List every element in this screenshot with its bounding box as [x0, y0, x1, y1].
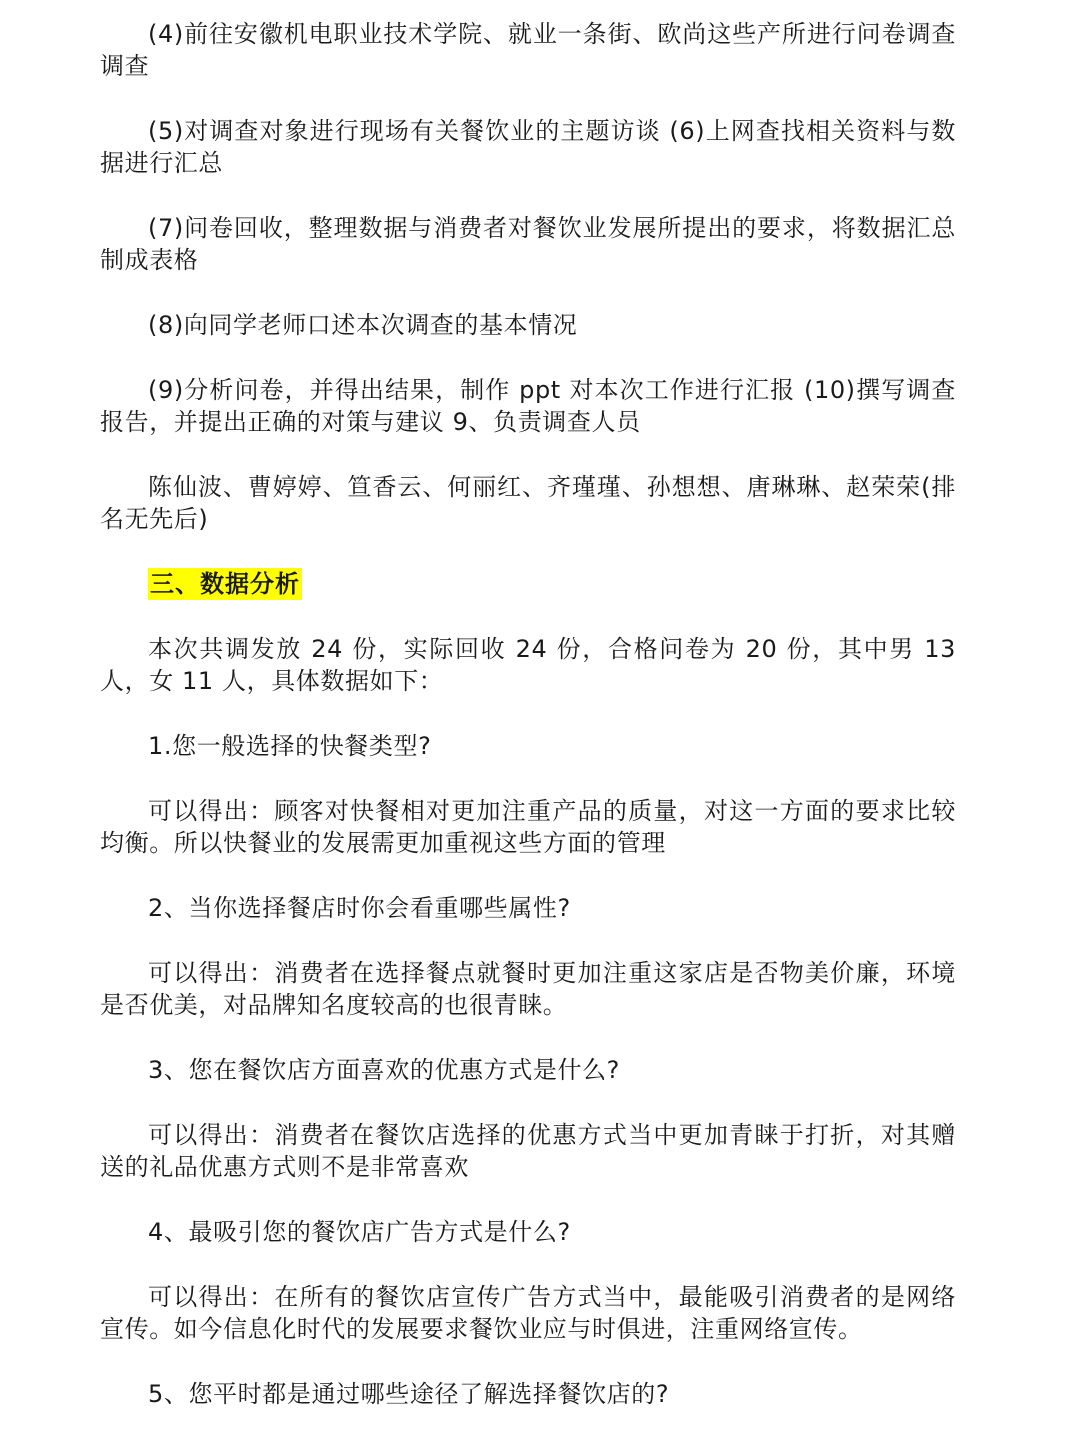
paragraph-step-5-6: (5)对调查对象进行现场有关餐饮业的主题访谈 (6)上网查找相关资料与数据进行汇总	[100, 117, 956, 177]
paragraph-step-7: (7)问卷回收，整理数据与消费者对餐饮业发展所提出的要求，将数据汇总制成表格	[100, 214, 956, 274]
question-5: 5、您平时都是通过哪些途径了解选择餐饮店的?	[148, 1380, 670, 1408]
paragraph-step-8: (8)向同学老师口述本次调查的基本情况	[148, 311, 578, 339]
answer-2: 可以得出：消费者在选择餐点就餐时更加注重这家店是否物美价廉，环境是否优美，对品牌知名度较高的也很青睐。	[100, 959, 956, 1019]
paragraph-survey-staff: 陈仙波、曹婷婷、笪香云、何丽红、齐瑾瑾、孙想想、唐琳琳、赵荣荣(排名无先后)	[100, 473, 956, 533]
answer-3: 可以得出：消费者在餐饮店选择的优惠方式当中更加青睐于打折，对其赠送的礼品优惠方式则不是非常喜欢	[100, 1121, 956, 1181]
section-heading	[100, 568, 956, 600]
question-2: 2、当你选择餐店时你会看重哪些属性?	[148, 894, 571, 922]
paragraph-step-4: (4)前往安徽机电职业技术学院、就业一条街、欧尚这些产所进行问卷调查调查	[100, 20, 956, 80]
paragraph-step-9-10: (9)分析问卷，并得出结果，制作 ppt 对本次工作进行汇报 (10)撰写调查报告，并提出正确的对策与建议 9、负责调查人员	[100, 376, 956, 436]
section-heading-text: 三、数据分析	[150, 570, 300, 598]
question-4: 4、最吸引您的餐饮店广告方式是什么?	[148, 1218, 571, 1246]
answer-1: 可以得出：顾客对快餐相对更加注重产品的质量，对这一方面的要求比较均衡。所以快餐业的发展需更加重视这些方面的管理	[100, 797, 956, 857]
question-3: 3、您在餐饮店方面喜欢的优惠方式是什么?	[148, 1056, 621, 1084]
question-1: 1.您一般选择的快餐类型?	[148, 732, 432, 760]
paragraph-survey-summary: 本次共调发放 24 份，实际回收 24 份，合格问卷为 20 份，其中男 13 人，女 11 人，具体数据如下：	[100, 635, 956, 695]
answer-4: 可以得出：在所有的餐饮店宣传广告方式当中，最能吸引消费者的是网络宣传。如今信息化时代的发展要求餐饮业应与时俱进，注重网络宣传。	[100, 1283, 956, 1343]
